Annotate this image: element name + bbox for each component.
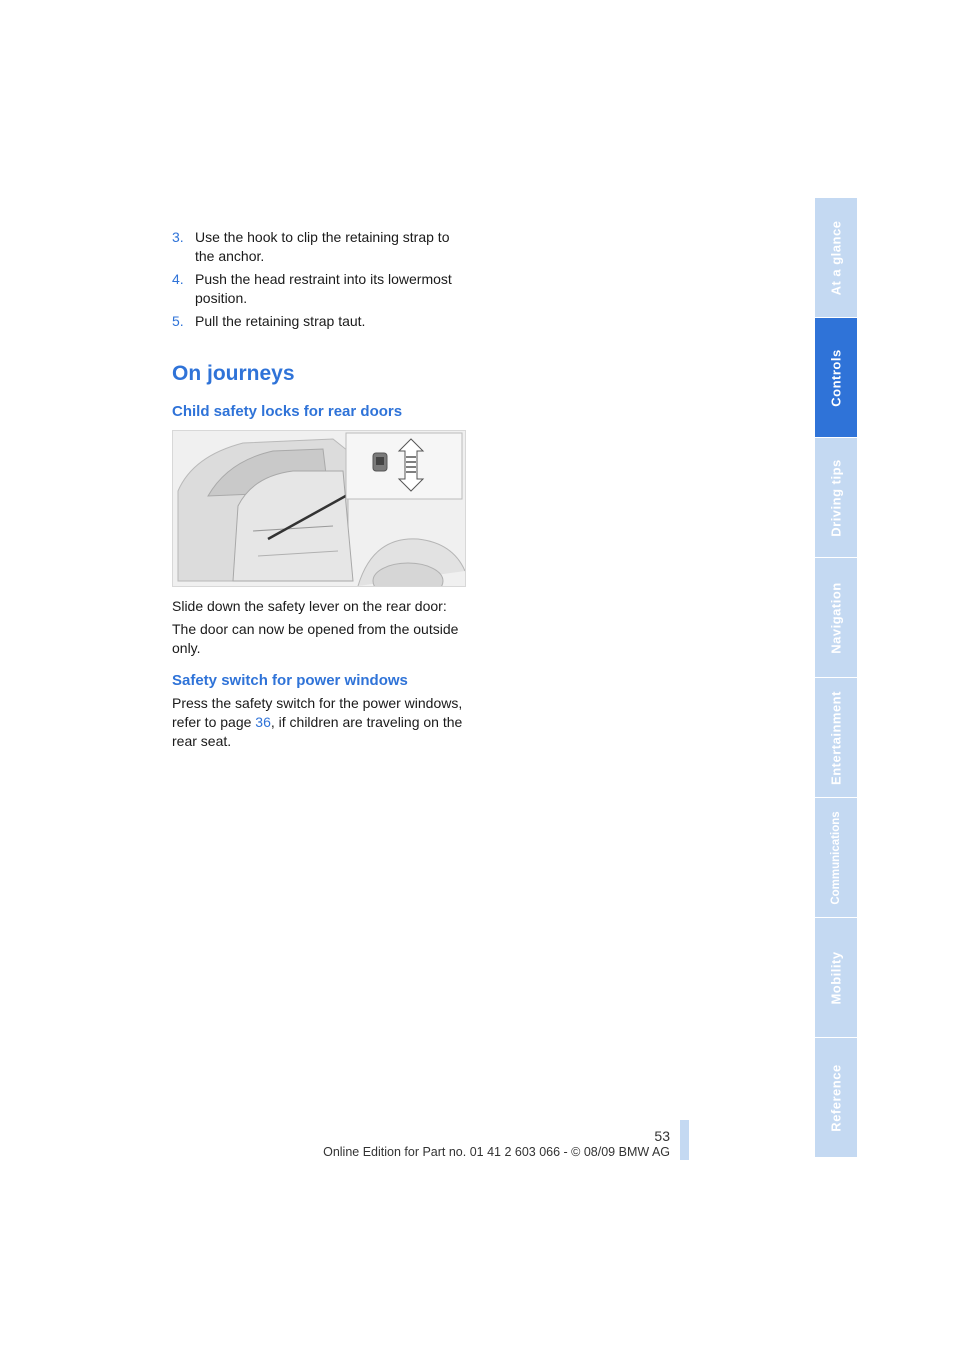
tab-at-a-glance[interactable]: At a glance	[815, 198, 857, 318]
tab-mobility[interactable]: Mobility	[815, 918, 857, 1038]
car-door-drawing	[173, 431, 465, 586]
rear-door-illustration	[172, 430, 466, 587]
child-locks-heading: Child safety locks for rear doors	[172, 403, 403, 420]
child-locks-instruction: Slide down the safety lever on the rear door:	[172, 598, 447, 614]
steps-block	[172, 228, 472, 335]
footer-text: Online Edition for Part no. 01 41 2 603 066 - © 08/09 BMW AG	[323, 1145, 670, 1159]
step-text: Use the hook to clip the retaining strap to the anchor.	[195, 229, 450, 264]
tab-reference[interactable]: Reference	[815, 1038, 857, 1158]
chapter-sidebar	[815, 198, 857, 1160]
tab-entertainment[interactable]: Entertainment	[815, 678, 857, 798]
safety-switch-heading: Safety switch for power windows	[172, 672, 408, 689]
page-link[interactable]: 36	[255, 714, 271, 730]
child-locks-result: The door can now be opened from the outside only.	[172, 621, 459, 656]
step-number: 4.	[172, 271, 184, 287]
step-number: 5.	[172, 313, 184, 329]
tab-driving-tips[interactable]: Driving tips	[815, 438, 857, 558]
step-number: 3.	[172, 229, 184, 245]
section-title: On journeys	[172, 362, 295, 385]
step-item	[172, 270, 472, 308]
tab-communications[interactable]: Communications	[815, 798, 857, 918]
footer-bar	[680, 1120, 689, 1160]
step-text: Push the head restraint into its lowermost position.	[195, 271, 452, 306]
page-number: 53	[654, 1128, 670, 1144]
tab-navigation[interactable]: Navigation	[815, 558, 857, 678]
step-item	[172, 312, 472, 331]
steps-list	[172, 228, 472, 331]
safety-switch-text: Press the safety switch for the power windows, refer to page 36, if children are traveling on the rear seat.	[172, 695, 463, 749]
tab-controls[interactable]: Controls	[815, 318, 857, 438]
step-text: Pull the retaining strap taut.	[195, 313, 366, 329]
step-item	[172, 228, 472, 266]
